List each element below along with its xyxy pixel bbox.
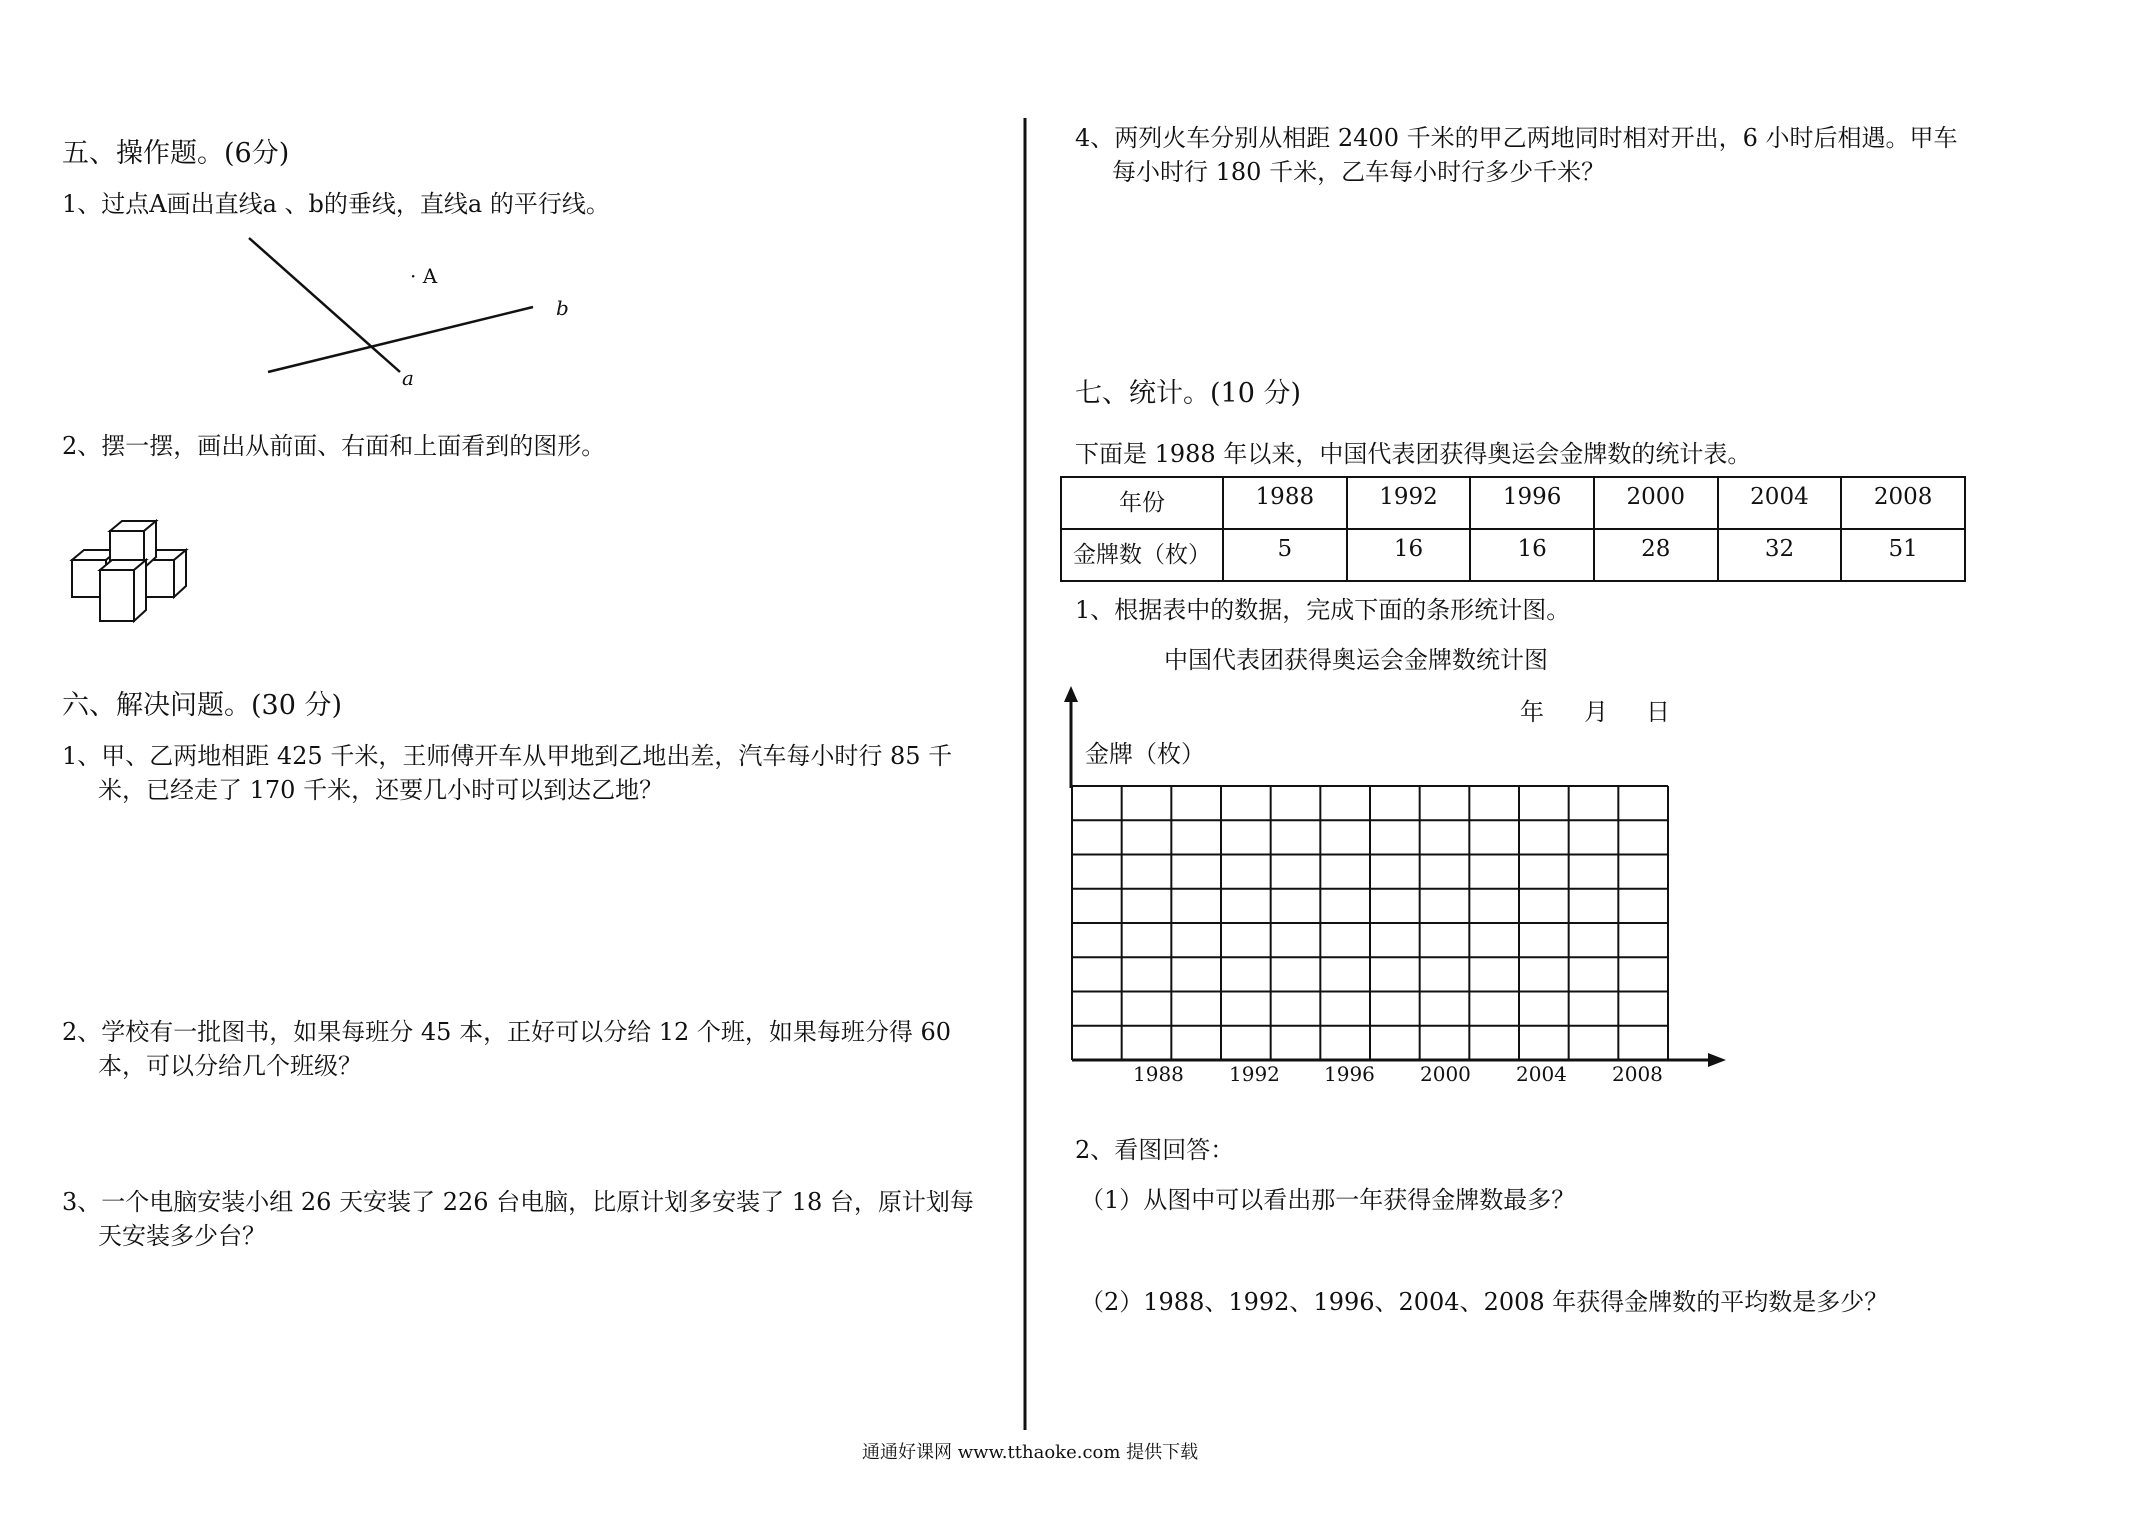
footer-credit: 通通好课网 www.tthaoke.com 提供下载	[862, 1442, 1199, 1463]
x-axis-arrowhead	[1708, 1053, 1726, 1067]
cube-stack-figure	[72, 521, 186, 621]
point-a-label: · A	[410, 264, 438, 288]
line-a-label: a	[402, 366, 414, 390]
question-7-2: 2、看图回答：	[1075, 1136, 1235, 1164]
date-day-label: 日	[1646, 698, 1670, 726]
question-7-2-2: （2）1988、1992、1996、2004、2008 年获得金牌数的平均数是多少？	[1080, 1288, 1889, 1316]
x-tick-label: 2000	[1420, 1062, 1471, 1086]
table-cell-medals: 51	[1841, 529, 1965, 581]
x-tick-label: 2008	[1612, 1062, 1663, 1086]
stats-intro: 下面是 1988 年以来，中国代表团获得奥运会金牌数的统计表。	[1075, 440, 1752, 468]
question-5-1: 1、过点A画出直线a 、b的垂线，直线a 的平行线。	[62, 190, 610, 218]
chart-title: 中国代表团获得奥运会金牌数统计图	[1164, 646, 1548, 674]
line-b-label: b	[556, 296, 569, 320]
table-cell-year: 1988	[1223, 477, 1347, 529]
line-b	[268, 307, 533, 372]
question-7-2-1: （1）从图中可以看出那一年获得金牌数最多？	[1080, 1186, 1576, 1214]
table-row-years	[1061, 477, 1965, 529]
table-cell-year: 1992	[1347, 477, 1471, 529]
section-6-title: 六、解决问题。(30 分)	[62, 690, 343, 721]
chart-grid	[1072, 786, 1668, 1060]
section-7-title: 七、统计。(10 分)	[1075, 378, 1302, 409]
y-axis-arrowhead	[1064, 686, 1078, 702]
question-7-1: 1、根据表中的数据，完成下面的条形统计图。	[1075, 596, 1571, 624]
question-6-2-line2: 本，可以分给几个班级？	[98, 1052, 362, 1080]
x-tick-label: 1988	[1133, 1062, 1184, 1086]
table-header-year: 年份	[1061, 477, 1223, 529]
question-6-3-line2: 天安装多少台？	[98, 1222, 266, 1250]
question-6-3-line1: 3、一个电脑安装小组 26 天安装了 226 台电脑，比原计划多安装了 18 台，原计划每	[62, 1188, 974, 1216]
line-a	[249, 238, 400, 372]
section-5-title: 五、操作题。(6分)	[62, 138, 290, 169]
table-cell-year: 2000	[1594, 477, 1718, 529]
x-tick-label: 1992	[1229, 1062, 1280, 1086]
question-5-2: 2、摆一摆，画出从前面、右面和上面看到的图形。	[62, 432, 606, 460]
table-cell-year: 1996	[1470, 477, 1594, 529]
table-cell-medals: 16	[1470, 529, 1594, 581]
table-cell-year: 2004	[1718, 477, 1842, 529]
question-6-1-line1: 1、甲、乙两地相距 425 千米，王师傅开车从甲地到乙地出差，汽车每小时行 85 千	[62, 742, 953, 770]
date-month-label: 月	[1584, 698, 1608, 726]
question-6-4-line2: 每小时行 180 千米，乙车每小时行多少千米？	[1112, 158, 1606, 186]
table-header-medals: 金牌数（枚）	[1061, 529, 1223, 581]
table-cell-medals: 16	[1347, 529, 1471, 581]
x-tick-label: 1996	[1324, 1062, 1375, 1086]
date-year-label: 年	[1520, 698, 1544, 726]
table-cell-medals: 32	[1718, 529, 1842, 581]
table-cell-medals: 5	[1223, 529, 1347, 581]
medal-table	[1060, 476, 1966, 582]
table-cell-medals: 28	[1594, 529, 1718, 581]
y-axis-label: 金牌（枚）	[1085, 740, 1205, 768]
x-tick-label: 2004	[1516, 1062, 1567, 1086]
question-6-4-line1: 4、两列火车分别从相距 2400 千米的甲乙两地同时相对开出，6 小时后相遇。甲车	[1075, 124, 1958, 152]
table-cell-year: 2008	[1841, 477, 1965, 529]
question-6-2-line1: 2、学校有一批图书，如果每班分 45 本，正好可以分给 12 个班，如果每班分得 60	[62, 1018, 952, 1046]
table-row-medals	[1061, 529, 1965, 581]
question-6-1-line2: 米，已经走了 170 千米，还要几小时可以到达乙地？	[98, 776, 664, 804]
